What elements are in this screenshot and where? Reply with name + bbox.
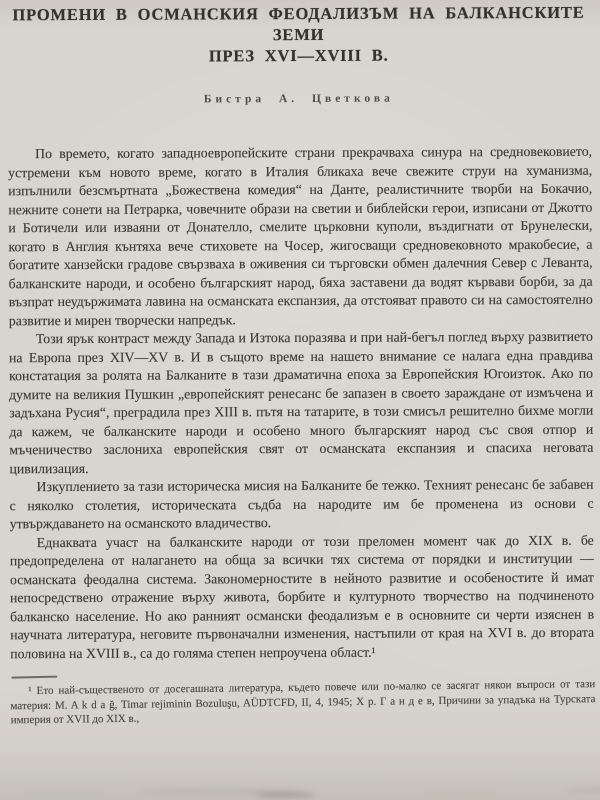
article-paragraph-1: По времето, когато западноевропейските страни прекрачваха синура на средновековието, устремени към новото време, когато в Италия бликаха вече свежите струи на хуманизма, изпълнили безсмъртната „Божествена комедия“ на Данте, реалистичните творби на Бокачио, нежните сонети на Петрарка, човечните образи на светии и библейски герои, изписани от Джотто и Ботичели или изваяни от Донателло, смелите църковни куполи, въздигнати от Брунелески, когато в Англия кънтяха вече стиховете на Чосер, жигосващи средновековното мракобесие, а богатите ханзейски градове свързваха в оживения си търговски обмен далечния Север с Леванта, балканските народи, и особено българският народ, бяха заставени да водят кървави борби, за да възпрат неудържимата лавина на османската експанзия, да отстояват правото си на самостоятелно развитие и мирен творчески напредък. xyxy=(8,143,593,328)
scan-shadow xyxy=(565,787,600,794)
article-paragraph-4: Еднаквата участ на балканските народи от този преломен момент чак до XIX в. бе предопределена от налагането на обща за всички тях система от порядки и институции — османската феодална система. Закономерностите в нейното развитие и особеностите й имат непосредствено отражение върху живота, борбите и културното творчество на подчиненото балканско население. Но ако ранният османски феодализъм е в основните си черти изяснен в научната литература, неговите първоначални изменения, настъпили от края на XVI в. до втората половина на XVIII в., са до голяма степен непроучена област.¹ xyxy=(9,532,595,661)
footnote-separator xyxy=(11,676,57,679)
scan-shadow xyxy=(255,792,315,798)
article-paragraph-2: Този ярък контраст между Запада и Изтока поразява и при най-бегъл поглед върху развитието на Европа през XIV—XV в. И в същото време на нашето внимание се налага една правдива констатация за ролята на Балканите в тази драматична епоха за Европейския Югоизток. Ако по думите на великия Пушкин „европейският ренесанс бе запазен в своето зараждане от измъчена и задъхана Русия“, преградила през XIII в. пътя на татарите, в този смисъл решително бихме могли да кажем, че балканските народи и особено много българският народ със своя отпор и мъченичество заслониха европейския свят от османската експанзия и спасиха неговата цивилизация. xyxy=(8,328,594,476)
scan-shadow xyxy=(135,789,305,795)
article-title-line1: ПРОМЕНИ В ОСМАНСКИЯ ФЕОДАЛИЗЪМ НА БАЛКАНСКИТЕ ЗЕМИ xyxy=(12,2,585,45)
footnote-text: ¹ Ето най-същественото от досегашната литература, където повече или по-малко се засягат някои въпроси от тази материя: M. A k d a ğ, Timar rejiminin Bozuluşu, AÜDTCFD, II, 4, 1945; Х р. Г а н д е в, Причини за упадъка на Турската империя от XVII до XIX в., xyxy=(10,678,596,727)
article-paragraph-3: Изкуплението за тази историческа мисия на Балканите бе тежко. Техният ренесанс бе забавен с няколко столетия, историческата съдба на народите им бе променена из основи с утвърждаването на османското владичество. xyxy=(9,476,594,532)
scan-shadow xyxy=(420,791,500,796)
article-body xyxy=(8,143,594,664)
article-title xyxy=(0,0,599,67)
scan-shadow xyxy=(20,791,110,796)
article-title-line2: ПРЕЗ XVI—XVIII В. xyxy=(208,45,389,66)
author-name: Бистра А. Цветкова xyxy=(203,92,394,106)
